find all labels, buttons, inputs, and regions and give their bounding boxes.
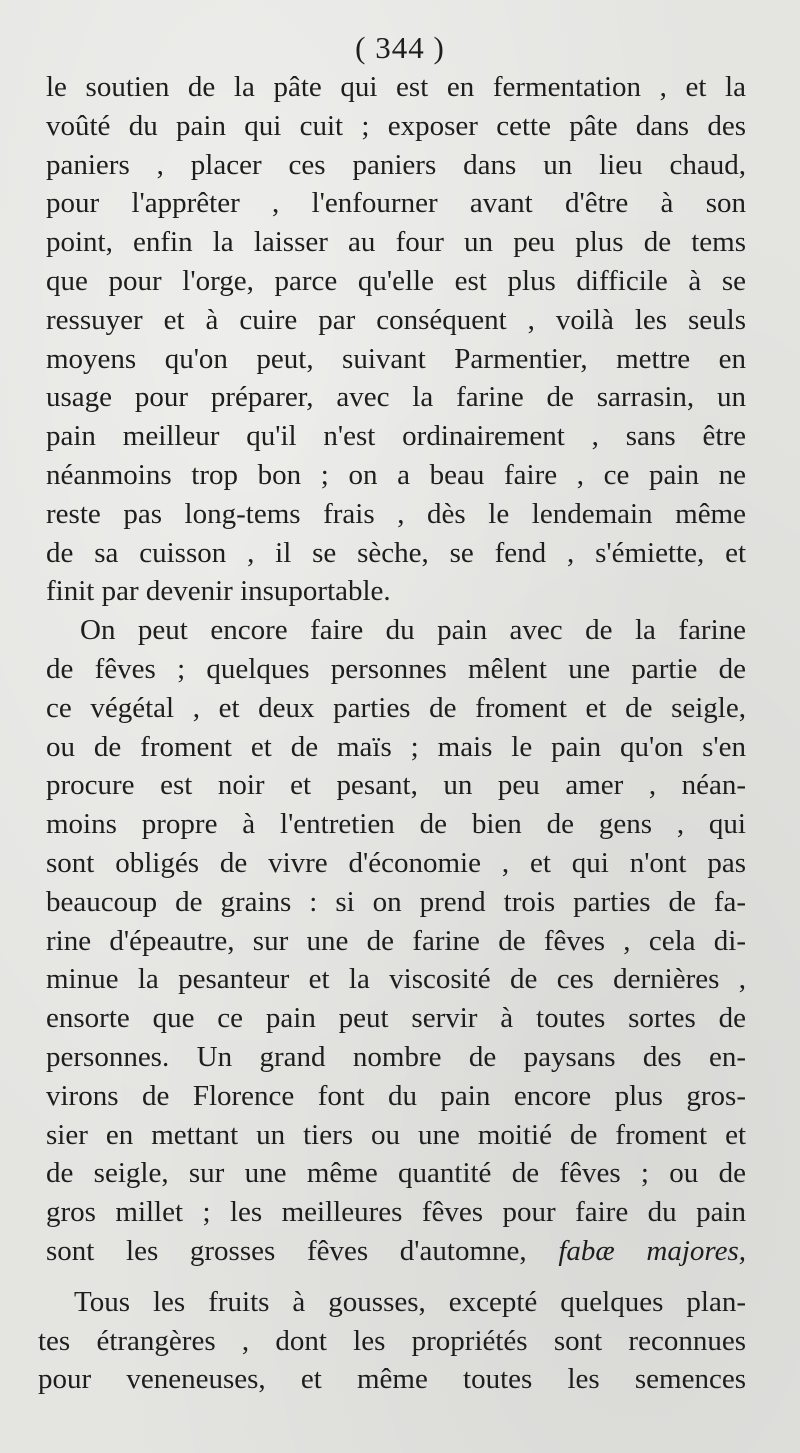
- text-line: point, enfin la laisser au four un peu plus de tems: [46, 226, 746, 259]
- text-line: pour veneneuses, et même toutes les semences: [38, 1363, 746, 1396]
- text-line: finit par devenir insuportable.: [46, 575, 391, 608]
- text-line: rine d'épeautre, sur une de farine de fêves , cela di-: [46, 924, 746, 957]
- text-line: reste pas long-tems frais , dès le lendemain même: [46, 497, 746, 530]
- body-text: [38, 68, 746, 1399]
- page-number: ( 344 ): [355, 30, 445, 65]
- text-line: minue la pesanteur et la viscosité de ces dernières ,: [46, 963, 746, 996]
- text-line-with-latin: [46, 1232, 746, 1271]
- text-line: le soutien de la pâte qui est en fermentation , et la: [46, 71, 746, 103]
- latin-term: fabæ majores,: [558, 1234, 746, 1267]
- text-line: voûté du pain qui cuit ; exposer cette pâte dans des: [46, 109, 746, 142]
- text-line: que pour l'orge, parce qu'elle est plus difficile à se: [46, 264, 746, 297]
- text-line: usage pour préparer, avec la farine de sarrasin, un: [46, 381, 746, 414]
- text-line: sont obligés de vivre d'économie , et qui n'ont pas: [46, 846, 746, 879]
- text-line: beaucoup de grains : si on prend trois parties de fa-: [46, 885, 746, 918]
- text-line: ensorte que ce pain peut servir à toutes sortes de: [46, 1002, 746, 1035]
- text-line: paniers , placer ces paniers dans un lieu chaud,: [46, 148, 746, 181]
- paragraph-1: [46, 68, 746, 611]
- text-line: personnes. Un grand nombre de paysans des en-: [46, 1040, 746, 1073]
- paragraph-3: [38, 1283, 746, 1399]
- text-line: pour l'apprêter , l'enfourner avant d'être à son: [46, 187, 746, 220]
- text-line: moyens qu'on peut, suivant Parmentier, mettre en: [46, 342, 746, 375]
- text-line-part: sont les grosses fêves d'automne,: [46, 1234, 527, 1267]
- text-line: sier en mettant un tiers ou une moitié de froment et: [46, 1118, 746, 1151]
- text-line: pain meilleur qu'il n'est ordinairement , sans être: [46, 420, 746, 453]
- text-line: de seigle, sur une même quantité de fêves ; ou de: [46, 1157, 746, 1190]
- text-line: Tous les fruits à gousses, excepté quelques plan-: [74, 1285, 746, 1318]
- text-line: procure est noir et pesant, un peu amer , néan-: [46, 769, 746, 802]
- text-line: moins propre à l'entretien de bien de gens , qui: [46, 808, 746, 841]
- text-line: de fêves ; quelques personnes mêlent une partie de: [46, 652, 746, 685]
- text-line: néanmoins trop bon ; on a beau faire , ce pain ne: [46, 458, 746, 491]
- text-line: ou de froment et de maïs ; mais le pain qu'on s'en: [46, 730, 746, 763]
- text-line: ressuyer et à cuire par conséquent , voilà les seuls: [46, 303, 746, 336]
- text-line: ce végétal , et deux parties de froment et de seigle,: [46, 691, 746, 724]
- text-line: gros millet ; les meilleures fêves pour faire du pain: [46, 1196, 746, 1229]
- text-line: virons de Florence font du pain encore plus gros-: [46, 1079, 746, 1112]
- text-line: de sa cuisson , il se sèche, se fend , s'émiette, et: [46, 536, 746, 569]
- text-line: tes étrangères , dont les propriétés sont reconnues: [38, 1324, 746, 1357]
- text-line: On peut encore faire du pain avec de la farine: [80, 614, 746, 647]
- paragraph-2: [46, 611, 746, 1271]
